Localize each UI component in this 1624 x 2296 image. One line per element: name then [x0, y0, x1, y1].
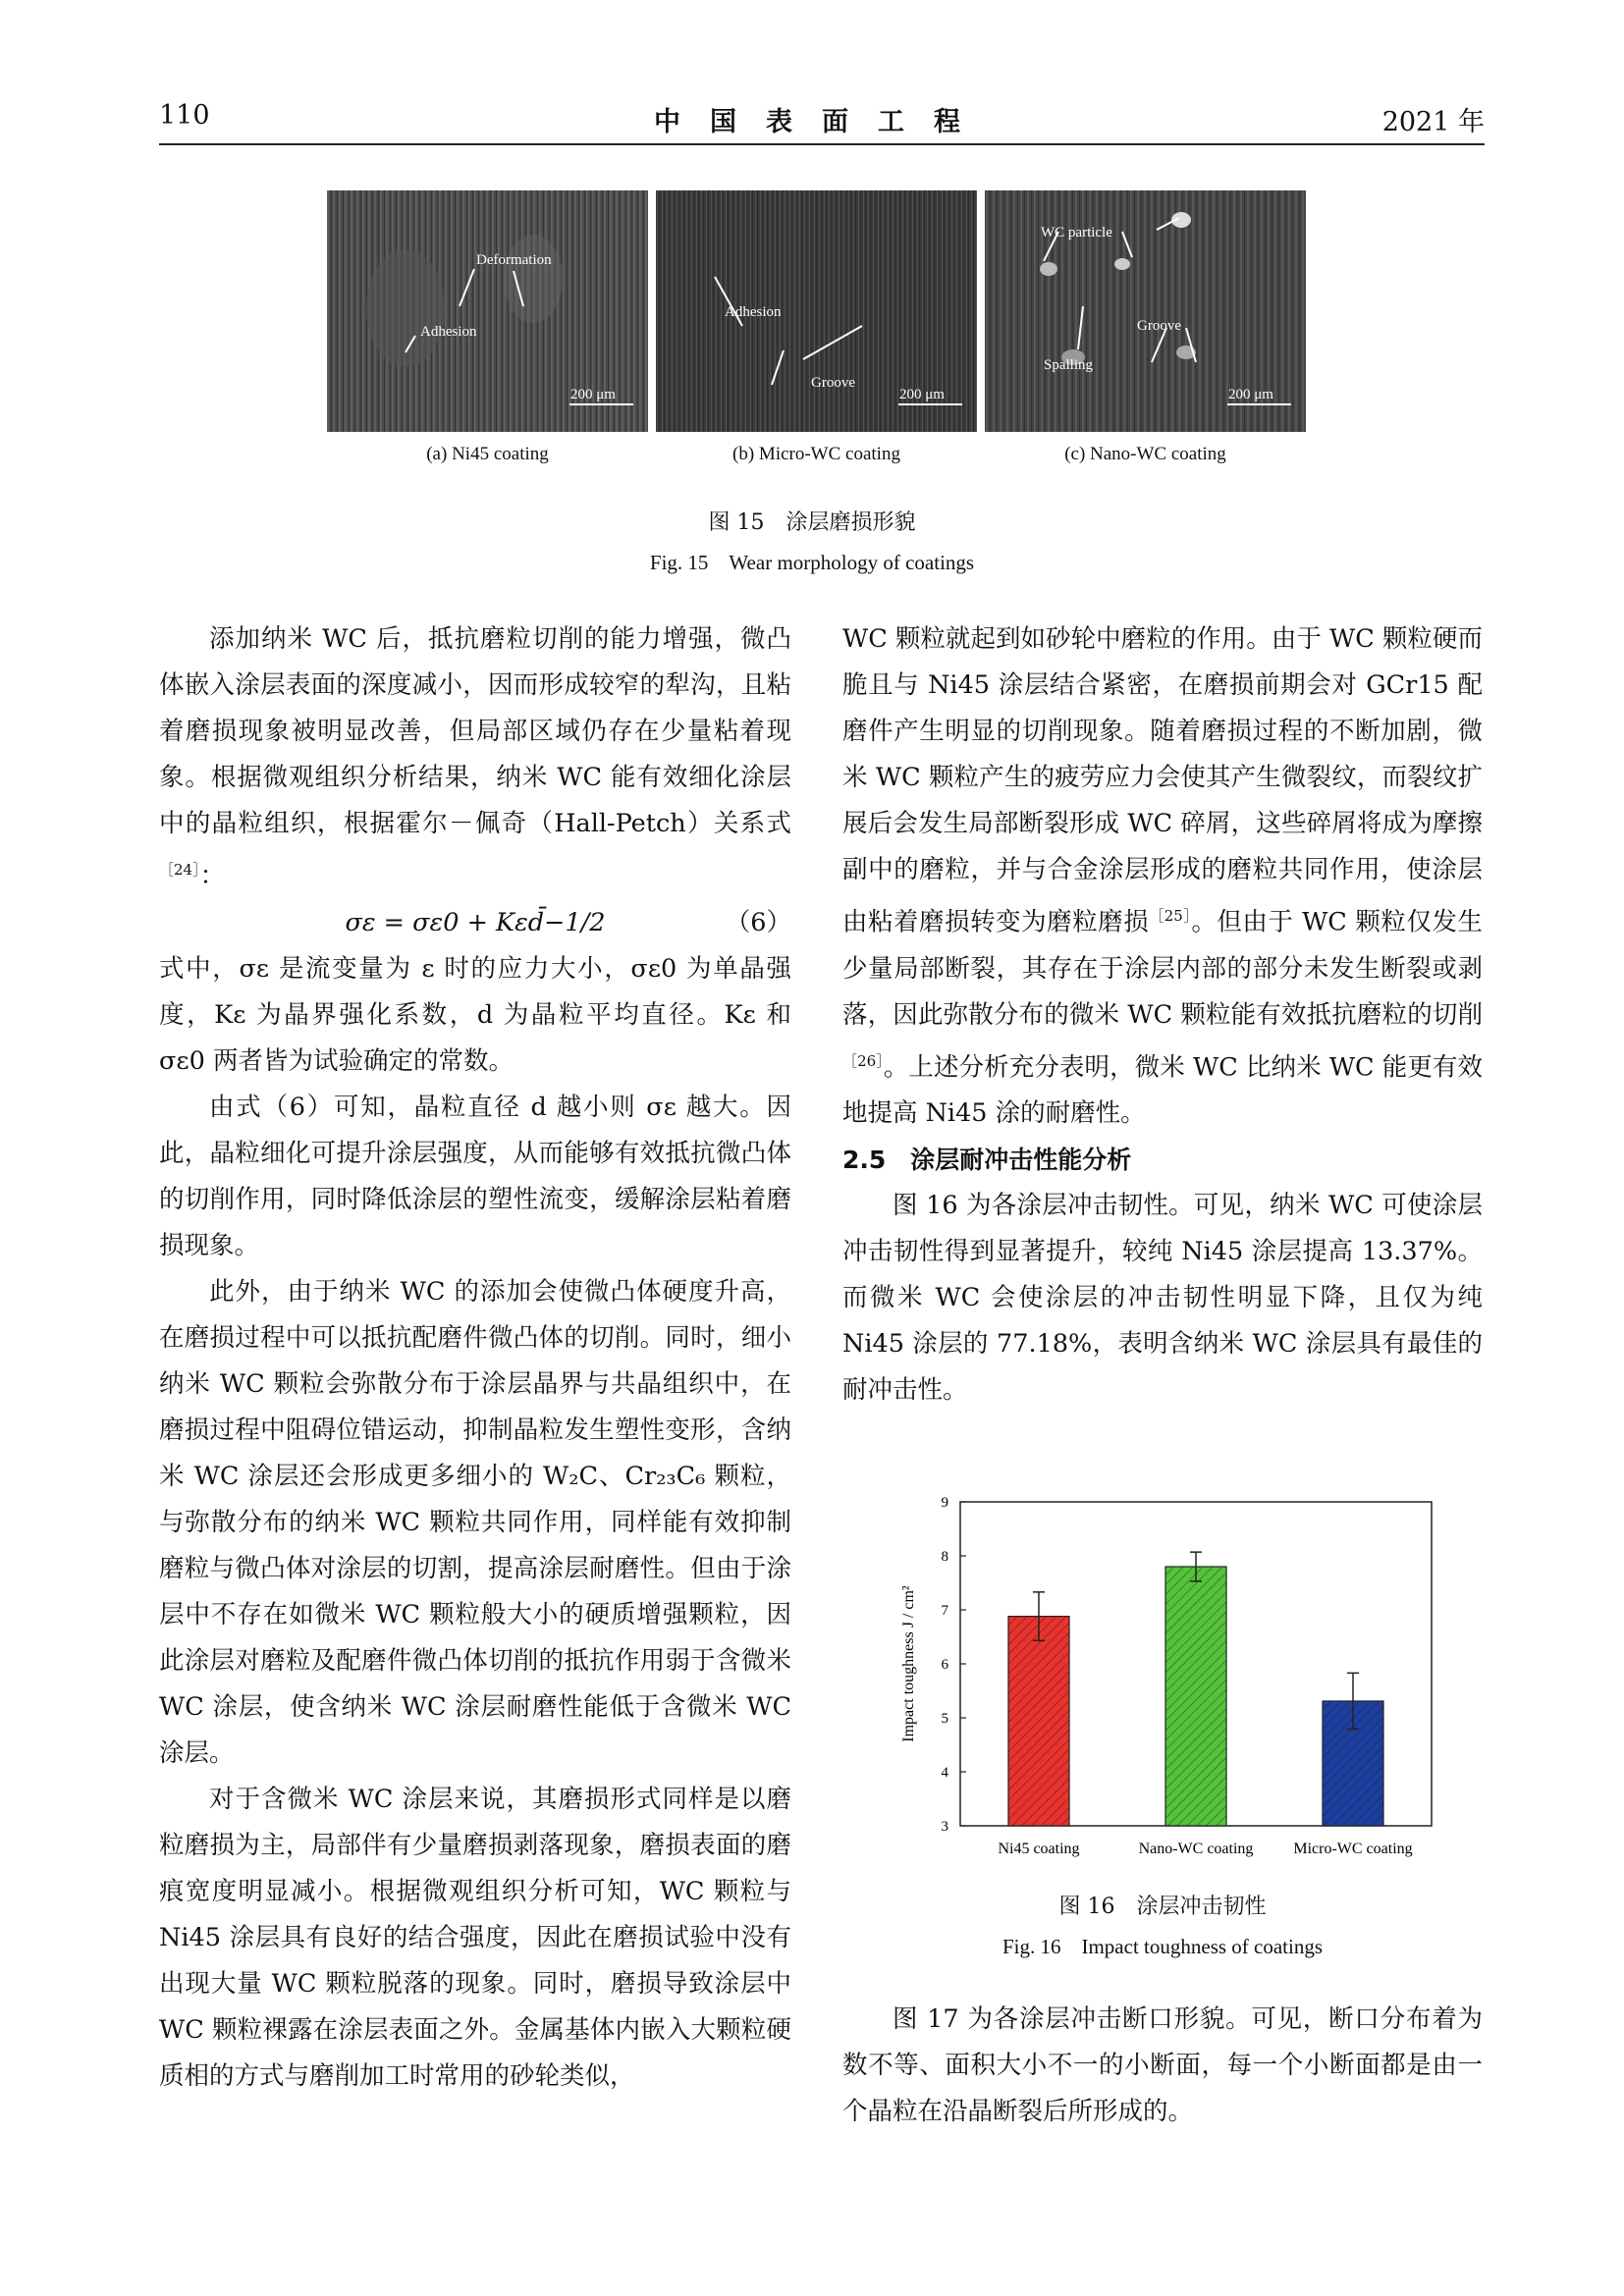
scale-bar-label: 200 μm [899, 387, 945, 402]
x-tick-label: Ni45 coating [998, 1841, 1080, 1857]
label-deformation: Deformation [476, 252, 552, 268]
right-column [842, 616, 1483, 1414]
scale-bar-label: 200 μm [1228, 387, 1273, 402]
paragraph: 式中，σε 是流变量为 ε 时的应力大小，σε0 为单晶强度，Kε 为晶界强化系数，d 为晶粒平均直径。Kε 和 σε0 两者皆为试验确定的常数。 [159, 953, 791, 1076]
fig16-caption-cn: 图 16 涂层冲击韧性 [1058, 1895, 1267, 1919]
label-adhesion: Adhesion [420, 324, 477, 340]
fig15-caption-en: Fig. 15 Wear morphology of coatings [649, 551, 975, 574]
x-tick-label: Micro-WC coating [1293, 1841, 1413, 1857]
paragraph: 图 17 为各涂层冲击断口形貌。可见，断口分布着为数不等、面积大小不一的小断面，每一个小断面都是由一个晶粒在沿晶断裂后所形成的。 [842, 2004, 1483, 2126]
year: 2021 年 [1381, 107, 1485, 137]
y-tick-label: 7 [941, 1603, 948, 1619]
label-spalling: Spalling [1044, 357, 1094, 373]
fig16-caption-en: Fig. 16 Impact toughness of coatings [1001, 1935, 1324, 1958]
citation: ［26］ [842, 1051, 884, 1070]
bar-nano-wc-coating [1165, 1567, 1226, 1826]
label-groove: Groove [811, 375, 855, 391]
citation: ［24］ [159, 861, 200, 879]
x-tick-label: Nano-WC coating [1138, 1841, 1254, 1857]
impact-toughness-chart [884, 1487, 1453, 1880]
left-column [159, 616, 791, 2100]
fig15-caption-cn: 图 15 涂层磨损形貌 [708, 510, 916, 535]
paragraph: WC 颗粒就起到如砂轮中磨粒的作用。由于 WC 颗粒硬而脆且与 Ni45 涂层结合紧密，在磨损前期会对 GCr15 配磨件产生明显的切削现象。随着磨损过程的不断加剧，微米 WC 颗粒产生的疲劳应力会使其产生微裂纹，而裂纹扩展后会发生局部断裂形成 WC 碎屑，这些碎屑将成为摩擦副中的磨粒，并与合金涂层形成的磨粒共同作用，使涂层由粘着磨损转变为磨粒磨损$^{[25]}$。但由于 WC 颗粒仅发生少量局部断裂，其存在于涂层内部的部分未发生断裂或剥落，因此弥散分布的微米 WC 颗粒能有效抵抗磨粒的切削$^{[26]}$。上述分析充分表明，微米 WC 比纳米 WC 能更有效地提高 Ni45 涂的耐磨性。 [842, 624, 1483, 1128]
y-tick-label: 9 [941, 1495, 948, 1511]
y-axis-label: Impact toughness J / cm² [900, 1585, 917, 1742]
paragraph: 对于含微米 WC 涂层来说，其磨损形式同样是以磨粒磨损为主，局部伴有少量磨损剥落现象，磨损表面的磨痕宽度明显减小。根据微观组织分析可知，WC 颗粒与 Ni45 涂层具有良好的结合强度，因此在磨损试验中没有出现大量 WC 颗粒脱落的现象。同时，磨损导致涂层中 WC 颗粒裸露在涂层表面之外。金属基体内嵌入大颗粒硬质相的方式与磨削加工时常用的砂轮类似， [159, 1784, 791, 2091]
journal-title: 中国表面工程 [654, 107, 990, 137]
bar-ni45-coating [1008, 1617, 1069, 1826]
equation-number: （6） [725, 907, 791, 937]
paragraph: 此外，由于纳米 WC 的添加会使微凸体硬度升高，在磨损过程中可以抵抗配磨件微凸体的切削。同时，细小纳米 WC 颗粒会弥散分布于涂层晶界与共晶组织中，在磨损过程中阻碍位错运动，抑制晶粒发生塑性变形，含纳米 WC 涂层还会形成更多细小的 W₂C、Cr₂₃C₆ 颗粒，与弥散分布的纳米 WC 颗粒共同作用，同样能有效抑制磨粒与微凸体对涂层的切割，提高涂层耐磨性。但由于涂层中不存在如微米 WC 颗粒般大小的硬质增强颗粒，因此涂层对磨粒及配磨件微凸体切削的抵抗作用弱于含微米 WC 涂层，使含纳米 WC 涂层耐磨性能低于含微米 WC 涂层。 [159, 1276, 791, 1768]
y-tick-label: 3 [941, 1819, 948, 1835]
y-tick-label: 6 [941, 1657, 948, 1673]
sem-panel-nano-wc [985, 190, 1306, 432]
y-tick-label: 5 [941, 1711, 948, 1727]
paragraph: 添加纳米 WC 后，抵抗磨粒切削的能力增强，微凸体嵌入涂层表面的深度减小，因而形成较窄的犁沟，且粘着磨损现象被明显改善，但局部区域仍存在少量粘着现象。根据微观组织分析结果，纳米 WC 能有效细化涂层中的晶粒组织，根据霍尔－佩奇（Hall-Petch）关系式$^{[24]}$： [159, 624, 791, 891]
equation-6 [159, 900, 791, 946]
paragraph: 由式（6）可知，晶粒直径 d 越小则 σε 越大。因此，晶粒细化可提升涂层强度，从而能够有效抵抗微凸体的切削作用，同时降低涂层的塑性流变，缓解涂层粘着磨损现象。 [159, 1092, 791, 1260]
scale-bar-label: 200 μm [570, 387, 616, 402]
label-wc-particle: WC particle [1041, 225, 1112, 240]
section-heading: 2.5 涂层耐冲击性能分析 [842, 1146, 1132, 1174]
panel-caption-b: (b) Micro-WC coating [732, 444, 900, 464]
panel-caption-c: (c) Nano-WC coating [1064, 444, 1226, 464]
citation: ［25］ [1149, 907, 1192, 925]
y-tick-label: 4 [941, 1765, 948, 1781]
running-header [159, 100, 1485, 145]
panel-caption-a: (a) Ni45 coating [426, 444, 549, 464]
page-number: 110 [159, 100, 210, 131]
label-adhesion: Adhesion [725, 304, 782, 320]
sem-panel-micro-wc [656, 190, 977, 432]
label-groove: Groove [1137, 318, 1181, 334]
equation-text: σε = σε0 + Kεd̄−1/2 [345, 907, 606, 937]
sem-panel-ni45 [327, 190, 648, 432]
y-tick-label: 8 [941, 1549, 948, 1565]
paragraph: 图 16 为各涂层冲击韧性。可见，纳米 WC 可使涂层冲击韧性得到显著提升，较纯 Ni45 涂层提高 13.37%。而微米 WC 会使涂层的冲击韧性明显下降，且仅为纯 Ni45 涂层的 77.18%，表明含纳米 WC 涂层具有最佳的耐冲击性。 [842, 1191, 1483, 1405]
right-column-bottom [842, 1997, 1483, 2135]
